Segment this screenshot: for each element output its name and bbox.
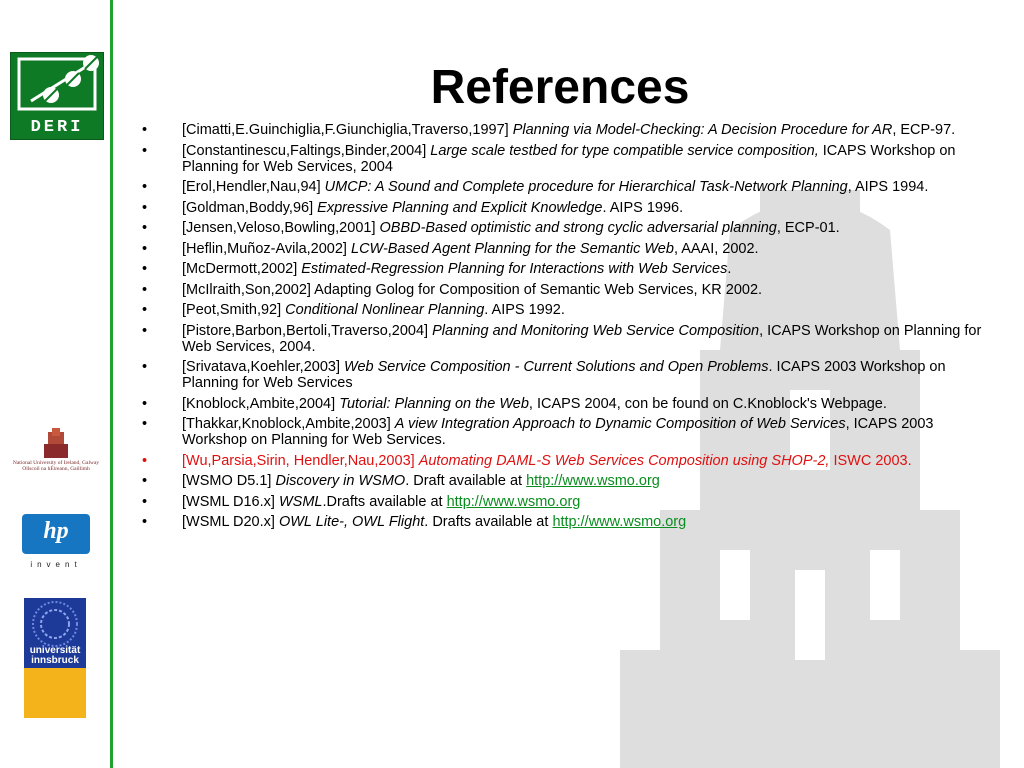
- reference-title: Conditional Nonlinear Planning: [285, 302, 485, 318]
- reference-venue: , ICAPS 2003 Workshop on Planning for Web Services.: [182, 416, 934, 448]
- reference-title: Expressive Planning and Explicit Knowledge: [317, 199, 603, 216]
- reference-authors: [Jensen,Veloso,Bowling,2001]: [182, 220, 380, 236]
- reference-item: [142, 453, 982, 469]
- reference-authors: [Peot,Smith,92]: [182, 302, 286, 318]
- reference-title: Tutorial: Planning on the Web: [339, 395, 529, 412]
- nuig-logo-text: National University of Ireland, Galway Ollscoil na hÉireann, Gaillimh: [12, 460, 100, 472]
- reference-title: Large scale testbed for type compatible service composition,: [430, 142, 819, 159]
- reference-authors: [WSML D16.x]: [182, 493, 279, 510]
- reference-title: Planning and Monitoring Web Service Composition: [432, 322, 760, 339]
- reference-authors: [Pistore,Barbon,Bertoli,Traverso,2004]: [182, 322, 433, 339]
- reference-authors: [Constantinescu,Faltings,Binder,2004]: [182, 142, 431, 159]
- reference-authors: [Srivatava,Koehler,2003]: [182, 359, 345, 375]
- reference-authors: [Knoblock,Ambite,2004]: [182, 395, 340, 412]
- reference-venue: . AIPS 1992.: [484, 302, 565, 318]
- reference-item: [142, 416, 982, 448]
- hp-tagline: invent: [30, 560, 82, 569]
- reference-item: [142, 473, 982, 489]
- reference-link[interactable]: http://www.wsmo.org: [552, 514, 687, 530]
- reference-venue: . ICAPS 2003 Workshop on Planning for Web Services: [182, 359, 946, 391]
- reference-item: [142, 122, 982, 138]
- reference-title: UMCP: A Sound and Complete procedure for Hierarchical Task-Network Planning: [324, 179, 848, 195]
- reference-item: [142, 179, 982, 195]
- reference-authors: [Thakkar,Knoblock,Ambite,2003]: [182, 416, 395, 432]
- reference-item: [142, 143, 982, 175]
- reference-authors: [WSML D20.x]: [182, 514, 279, 530]
- reference-venue: , ECP-97.: [892, 122, 956, 138]
- reference-venue: ICAPS Workshop on Planning for Web Services, 2004: [182, 142, 956, 175]
- reference-title: Automating DAML-S Web Services Composition using SHOP-2,: [418, 452, 830, 469]
- reference-link[interactable]: http://www.wsmo.org: [446, 493, 581, 510]
- reference-venue: .Drafts available at: [322, 493, 447, 510]
- sidebar-divider: [110, 0, 113, 768]
- reference-venue: . AIPS 1996.: [602, 199, 684, 216]
- reference-title: Web Service Composition - Current Solutions and Open Problems: [344, 359, 769, 375]
- deri-logo-text: DERI: [30, 118, 84, 137]
- reference-venue: . Draft available at: [405, 473, 527, 489]
- page-title: References: [430, 61, 690, 114]
- reference-title: Discovery in WSMO: [275, 473, 406, 489]
- reference-authors: [McIlraith,Son,2002] Adapting Golog for Composition of Semantic Web Services, KR 2002.: [182, 281, 763, 298]
- reference-authors: [Heflin,Muñoz-Avila,2002]: [182, 240, 351, 257]
- reference-item: [142, 302, 982, 318]
- reference-title: WSML: [278, 493, 323, 510]
- reference-item: [142, 514, 982, 530]
- reference-item: [142, 241, 982, 257]
- reference-title: OWL Lite-, OWL Flight: [278, 514, 425, 530]
- reference-item: [142, 200, 982, 216]
- reference-title: Estimated-Regression Planning for Interactions with Web Services: [301, 261, 728, 277]
- nuig-logo: [4, 426, 108, 478]
- reference-item: [142, 261, 982, 277]
- reference-authors: [Cimatti,E.Guinchiglia,F.Giunchiglia,Traverso,1997]: [182, 122, 513, 138]
- uibk-logo: [24, 598, 86, 718]
- reference-link[interactable]: http://www.wsmo.org: [526, 473, 660, 489]
- reference-title: OBBD-Based optimistic and strong cyclic adversarial planning: [379, 220, 777, 236]
- reference-authors: [Wu,Parsia,Sirin, Hendler,Nau,2003]: [182, 452, 419, 469]
- reference-venue: , ICAPS 2004, con be found on C.Knoblock's Webpage.: [528, 395, 887, 412]
- nuig-crest-icon: [4, 426, 108, 460]
- reference-venue: ISWC 2003.: [829, 452, 912, 469]
- reference-list: [142, 122, 982, 535]
- reference-authors: [McDermott,2002]: [182, 261, 302, 277]
- reference-venue: , ICAPS Workshop on Planning for Web Services, 2004.: [182, 322, 982, 355]
- reference-venue: . Drafts available at: [424, 514, 553, 530]
- uibk-color-band: [24, 668, 86, 718]
- uibk-logo-text: universität innsbruck: [29, 645, 81, 666]
- reference-authors: [Goldman,Boddy,96]: [182, 199, 318, 216]
- reference-item: [142, 323, 982, 355]
- reference-venue: , AAAI, 2002.: [673, 240, 759, 257]
- reference-venue: .: [727, 261, 732, 277]
- reference-item: [142, 494, 982, 510]
- reference-authors: [WSMO D5.1]: [182, 473, 276, 489]
- sidebar: [0, 0, 112, 768]
- reference-venue: , ECP-01.: [776, 220, 840, 236]
- reference-title: A view Integration Approach to Dynamic Composition of Web Services: [394, 416, 846, 432]
- reference-venue: , AIPS 1994.: [847, 179, 929, 195]
- reference-item: [142, 282, 982, 298]
- reference-authors: [Erol,Hendler,Nau,94]: [182, 179, 325, 195]
- reference-item: [142, 359, 982, 391]
- hp-logo-text: hp: [43, 518, 69, 544]
- reference-title: Planning via Model-Checking: A Decision Procedure for AR: [512, 122, 893, 138]
- reference-item: [142, 220, 982, 236]
- reference-item: [142, 396, 982, 412]
- hp-logo: [22, 514, 90, 554]
- reference-title: LCW-Based Agent Planning for the Semantic Web: [351, 240, 674, 257]
